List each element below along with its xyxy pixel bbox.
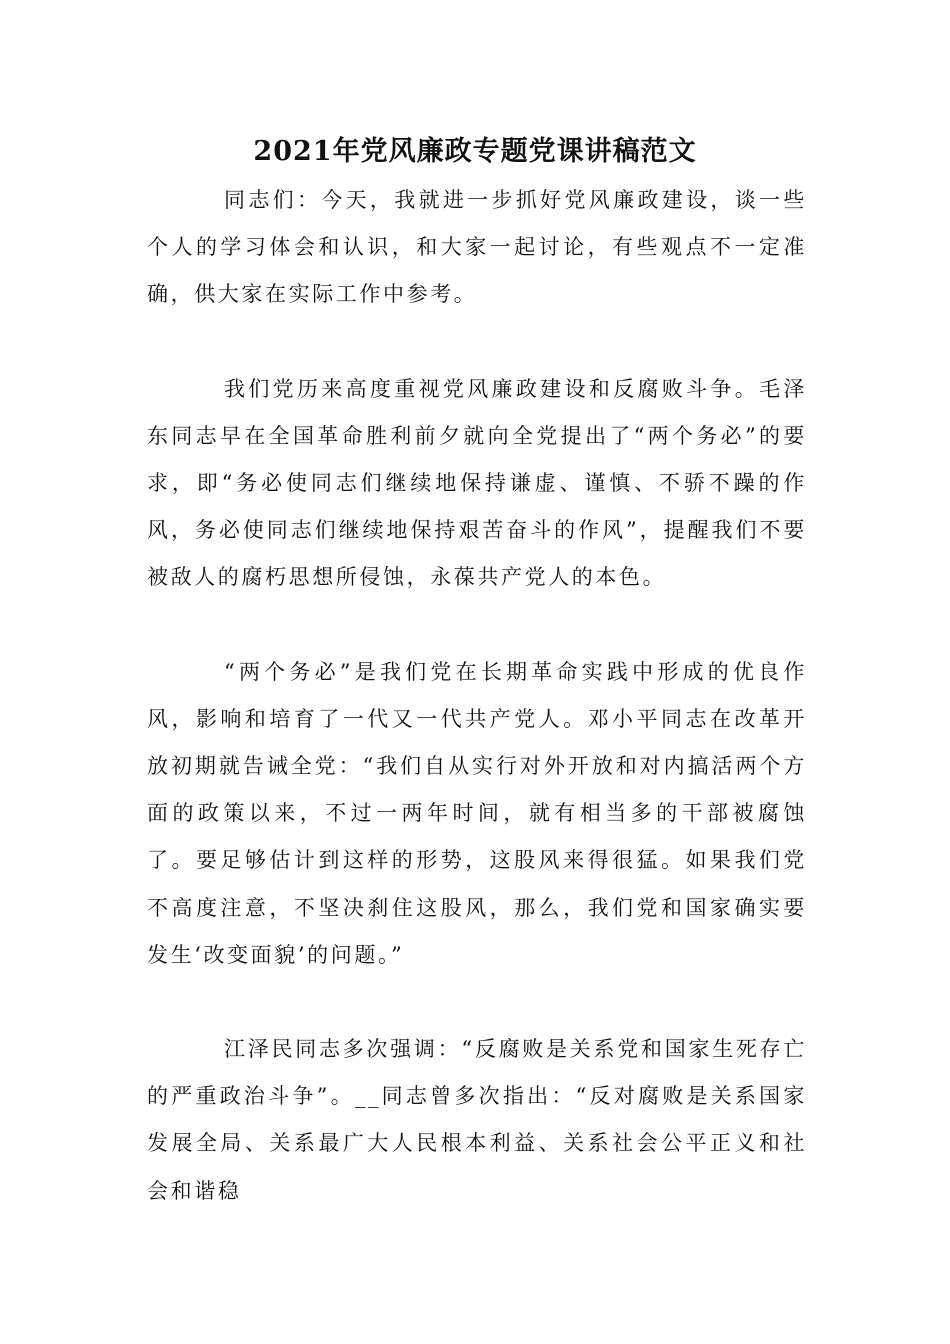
paragraph-two-musts: “两个务必”是我们党在长期革命实践中形成的优良作风，影响和培育了一代又一代共产党人。邓小平同志在改革开放初期就告诫全党：“我们自从实行对外开放和对内搞活两个方面的政策以来，不过一两年时间，就有相当多的干部被腐蚀了。要足够估计到这样的形势，这股风来得很猛。如果我们党不高度注意，不坚决刹住这股风，那么，我们党和国家确实要发生‘改变面貌’的问题。”: [147, 659, 807, 967]
paragraph-anti-corruption: 江泽民同志多次强调：“反腐败是关系党和国家生死存亡的严重政治斗争”。__同志曾多次指出：“反对腐败是关系国家发展全局、关系最广大人民根本利益、关系社会公平正义和社会和谐稳: [147, 1037, 807, 1203]
paragraph-history: 我们党历来高度重视党风廉政建设和反腐败斗争。毛泽东同志早在全国革命胜利前夕就向全党提出了“两个务必”的要求，即“务必使同志们继续地保持谦虚、谨慎、不骄不躁的作风，务必使同志们继续地保持艰苦奋斗的作风”，提醒我们不要被敌人的腐朽思想所侵蚀，永葆共产党人的本色。: [147, 376, 807, 590]
paragraph-opening: 同志们：今天，我就进一步抓好党风廉政建设，谈一些个人的学习体会和认识，和大家一起讨论，有些观点不一定准确，供大家在实际工作中参考。: [147, 188, 807, 307]
document-title: 2021年党风廉政专题党课讲稿范文: [253, 136, 697, 167]
document-body: [147, 177, 807, 1215]
